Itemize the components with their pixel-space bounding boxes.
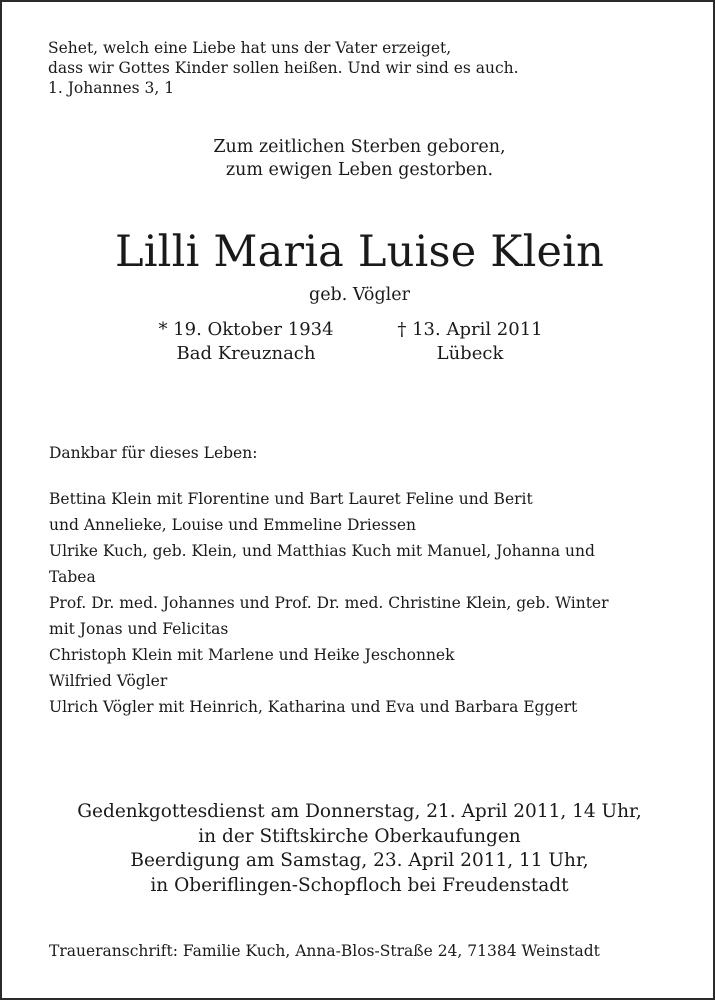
- maiden-name: geb. Vögler: [309, 285, 410, 305]
- family-line: Christoph Klein mit Marlene und Heike Jeschonnek: [49, 646, 455, 664]
- death-info: [340, 318, 600, 366]
- burial-line: Beerdigung am Samstag, 23. April 2011, 11 Uhr,: [130, 850, 589, 871]
- death-place: Lübeck: [436, 343, 504, 364]
- birth-info: [116, 318, 376, 366]
- death-date: † 13. April 2011: [397, 319, 543, 340]
- motto-line: Zum zeitlichen Sterben geboren,: [213, 137, 506, 157]
- burial-location: in Oberiflingen-Schopfloch bei Freudenstadt: [150, 874, 569, 896]
- verse-line: dass wir Gottes Kinder sollen heißen. Und wir sind es auch.: [48, 59, 519, 77]
- birth-date: * 19. Oktober 1934: [158, 319, 334, 340]
- family-line: Tabea: [49, 568, 96, 586]
- verse-reference: 1. Johannes 3, 1: [48, 79, 175, 97]
- family-line: und Annelieke, Louise und Emmeline Driessen: [49, 516, 416, 534]
- family-line: Ulrike Kuch, geb. Klein, und Matthias Kuch mit Manuel, Johanna und: [49, 542, 595, 560]
- motto-line: zum ewigen Leben gestorben.: [225, 160, 494, 180]
- family-line: Wilfried Vögler: [49, 672, 168, 690]
- motto: [2, 136, 715, 182]
- service-details: [2, 800, 715, 898]
- memorial-service-line: Gedenkgottesdienst am Donnerstag, 21. April 2011, 14 Uhr,: [77, 801, 642, 822]
- family-line: mit Jonas und Felicitas: [49, 620, 229, 638]
- bible-verse: [48, 38, 688, 98]
- family-line: Ulrich Vögler mit Heinrich, Katharina und Eva und Barbara Eggert: [49, 698, 578, 716]
- mourning-address: Traueranschrift: Familie Kuch, Anna-Blos-Straße 24, 71384 Weinstadt: [49, 942, 600, 960]
- memorial-service-location: in der Stiftskirche Oberkaufungen: [198, 825, 521, 847]
- family-line: Bettina Klein mit Florentine und Bart Lauret Feline und Berit: [49, 490, 533, 508]
- verse-line: Sehet, welch eine Liebe hat uns der Vater erzeiget,: [48, 39, 452, 57]
- family-line: Prof. Dr. med. Johannes und Prof. Dr. med. Christine Klein, geb. Winter: [49, 594, 609, 612]
- thanks-line: Dankbar für dieses Leben:: [49, 444, 258, 462]
- birth-place: Bad Kreuznach: [176, 343, 316, 364]
- family-list: [49, 486, 689, 720]
- deceased-name: Lilli Maria Luise Klein: [114, 227, 605, 277]
